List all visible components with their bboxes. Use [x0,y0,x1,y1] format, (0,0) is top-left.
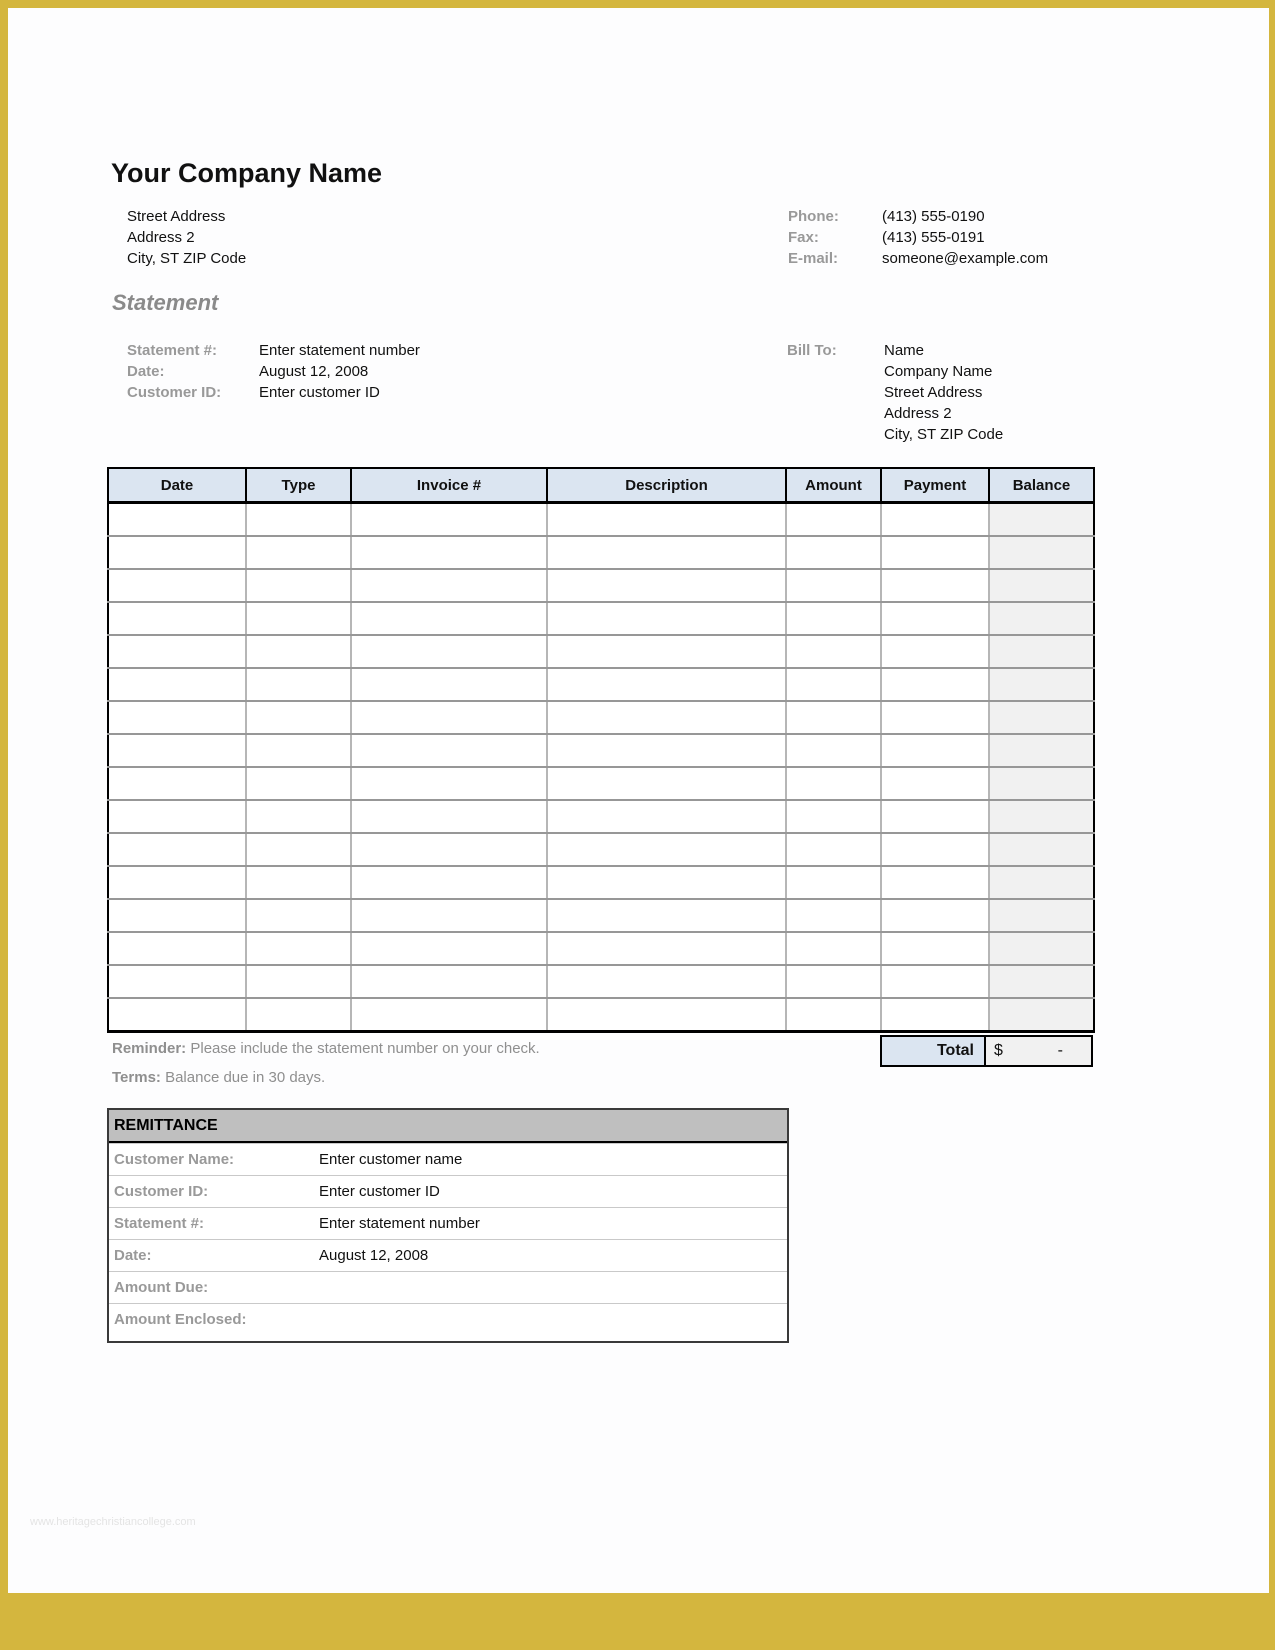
empty-cell-payment[interactable] [881,932,989,965]
empty-cell-type[interactable] [246,965,351,998]
empty-cell-date[interactable] [108,536,246,569]
empty-statement-row [108,932,1094,965]
total-amount: - [1057,1042,1063,1059]
empty-cell-payment[interactable] [881,701,989,734]
empty-cell-date[interactable] [108,635,246,668]
email-label: E-mail: [788,250,839,267]
empty-cell-invoice-[interactable] [351,767,547,800]
remittance-section [107,1108,789,1343]
empty-cell-date[interactable] [108,569,246,602]
empty-statement-row [108,602,1094,635]
column-header-payment: Payment [881,468,989,503]
empty-cell-date[interactable] [108,932,246,965]
empty-cell-type[interactable] [246,998,351,1032]
empty-cell-date[interactable] [108,866,246,899]
empty-cell-amount[interactable] [786,602,881,635]
empty-cell-payment[interactable] [881,635,989,668]
empty-cell-type[interactable] [246,734,351,767]
empty-cell-type[interactable] [246,767,351,800]
remittance-amount-due-row [109,1271,787,1303]
phone-value: (413) 555-0190 [882,208,985,225]
empty-statement-row [108,668,1094,701]
phone-row [788,206,1048,227]
empty-cell-type[interactable] [246,635,351,668]
empty-cell-balance[interactable] [989,998,1094,1032]
empty-cell-payment[interactable] [881,998,989,1032]
column-header-description: Description [547,468,786,503]
empty-cell-payment[interactable] [881,800,989,833]
empty-cell-balance[interactable] [989,932,1094,965]
empty-cell-description[interactable] [547,536,786,569]
email-row [788,248,1048,269]
empty-statement-row [108,701,1094,734]
empty-cell-description[interactable] [547,701,786,734]
empty-cell-amount[interactable] [786,833,881,866]
empty-cell-payment[interactable] [881,734,989,767]
company-address-line: Street Address [127,208,226,225]
remittance-customer-name-field[interactable]: Enter customer name [319,1151,463,1168]
empty-cell-balance[interactable] [989,536,1094,569]
empty-cell-amount[interactable] [786,536,881,569]
empty-cell-type[interactable] [246,932,351,965]
empty-cell-payment[interactable] [881,767,989,800]
statement-date-label: Date: [127,363,165,380]
statement-date-row [127,361,420,382]
statement-info-block [127,340,420,403]
phone-label: Phone: [788,208,839,225]
remittance-date-field[interactable]: August 12, 2008 [319,1247,429,1264]
reminder-text: Please include the statement number on your check. [186,1040,540,1057]
statement-table-body [108,503,1094,1032]
empty-cell-type[interactable] [246,503,351,537]
empty-cell-payment[interactable] [881,965,989,998]
statement-table [107,467,1095,1033]
total-row [880,1035,1093,1067]
empty-cell-amount[interactable] [786,635,881,668]
empty-cell-invoice-[interactable] [351,569,547,602]
empty-cell-balance[interactable] [989,965,1094,998]
column-header-date: Date [108,468,246,503]
empty-cell-balance[interactable] [989,734,1094,767]
empty-statement-row [108,767,1094,800]
empty-cell-balance[interactable] [989,503,1094,537]
bill-to-line[interactable]: Company Name [884,363,993,380]
empty-cell-date[interactable] [108,668,246,701]
empty-statement-row [108,569,1094,602]
empty-cell-type[interactable] [246,602,351,635]
remittance-customer-name-row [109,1143,787,1175]
empty-cell-amount[interactable] [786,569,881,602]
empty-cell-amount[interactable] [786,668,881,701]
empty-cell-amount[interactable] [786,965,881,998]
empty-cell-balance[interactable] [989,602,1094,635]
remittance-amount-enclosed-label: Amount Enclosed: [114,1311,247,1328]
empty-statement-row [108,866,1094,899]
empty-cell-invoice-[interactable] [351,503,547,537]
empty-cell-date[interactable] [108,800,246,833]
total-value-cell[interactable] [986,1035,1093,1067]
empty-cell-invoice-[interactable] [351,899,547,932]
bill-to-line[interactable]: City, ST ZIP Code [884,426,1004,443]
empty-cell-payment[interactable] [881,866,989,899]
empty-statement-row [108,965,1094,998]
empty-cell-balance[interactable] [989,833,1094,866]
empty-cell-date[interactable] [108,965,246,998]
bill-to-label: Bill To: [787,342,837,359]
empty-cell-balance[interactable] [989,866,1094,899]
contact-block [788,206,1048,269]
empty-cell-amount[interactable] [786,800,881,833]
remittance-statement-number-label: Statement #: [114,1215,205,1232]
customer-id-label: Customer ID: [127,384,222,401]
empty-cell-balance[interactable] [989,767,1094,800]
empty-cell-date[interactable] [108,602,246,635]
empty-cell-amount[interactable] [786,998,881,1032]
empty-cell-payment[interactable] [881,899,989,932]
empty-cell-balance[interactable] [989,635,1094,668]
fax-value: (413) 555-0191 [882,229,985,246]
empty-statement-row [108,536,1094,569]
empty-cell-description[interactable] [547,998,786,1032]
column-header-amount: Amount [786,468,881,503]
empty-cell-description[interactable] [547,833,786,866]
empty-cell-invoice-[interactable] [351,536,547,569]
empty-cell-description[interactable] [547,503,786,537]
remittance-date-row [109,1239,787,1271]
empty-statement-row [108,635,1094,668]
reminder-note [112,1040,540,1057]
empty-cell-amount[interactable] [786,932,881,965]
remittance-date-label: Date: [114,1247,152,1264]
empty-cell-amount[interactable] [786,899,881,932]
table-header-row [108,468,1094,503]
empty-cell-description[interactable] [547,932,786,965]
empty-cell-payment[interactable] [881,536,989,569]
empty-cell-type[interactable] [246,800,351,833]
empty-cell-date[interactable] [108,767,246,800]
empty-cell-type[interactable] [246,668,351,701]
column-header-balance: Balance [989,468,1094,503]
empty-cell-date[interactable] [108,734,246,767]
total-label: Total [880,1035,986,1067]
empty-cell-balance[interactable] [989,569,1094,602]
empty-cell-payment[interactable] [881,602,989,635]
fax-label: Fax: [788,229,819,246]
empty-cell-payment[interactable] [881,668,989,701]
terms-text: Balance due in 30 days. [160,1069,326,1086]
empty-cell-description[interactable] [547,767,786,800]
empty-cell-description[interactable] [547,899,786,932]
empty-cell-type[interactable] [246,866,351,899]
statement-number-row [127,340,420,361]
empty-cell-invoice-[interactable] [351,701,547,734]
empty-cell-description[interactable] [547,866,786,899]
empty-cell-amount[interactable] [786,701,881,734]
column-header-type: Type [246,468,351,503]
statement-number-field[interactable]: Enter statement number [259,342,420,359]
empty-cell-balance[interactable] [989,668,1094,701]
empty-cell-payment[interactable] [881,503,989,537]
empty-cell-description[interactable] [547,668,786,701]
empty-cell-amount[interactable] [786,767,881,800]
empty-cell-description[interactable] [547,734,786,767]
empty-cell-date[interactable] [108,503,246,537]
empty-cell-date[interactable] [108,833,246,866]
remittance-statement-number-row [109,1207,787,1239]
empty-cell-type[interactable] [246,899,351,932]
empty-cell-invoice-[interactable] [351,866,547,899]
empty-statement-row [108,998,1094,1032]
statement-number-label: Statement #: [127,342,218,359]
empty-cell-amount[interactable] [786,866,881,899]
fax-row [788,227,1048,248]
empty-cell-invoice-[interactable] [351,932,547,965]
empty-cell-date[interactable] [108,998,246,1032]
empty-cell-invoice-[interactable] [351,602,547,635]
statement-date-field[interactable]: August 12, 2008 [259,363,369,380]
bill-to-line[interactable]: Address 2 [884,405,952,422]
terms-note [112,1069,325,1086]
empty-cell-invoice-[interactable] [351,965,547,998]
bill-to-block [787,340,1003,445]
empty-cell-balance[interactable] [989,800,1094,833]
empty-cell-invoice-[interactable] [351,800,547,833]
empty-cell-type[interactable] [246,701,351,734]
remittance-customer-id-row [109,1175,787,1207]
empty-statement-row [108,734,1094,767]
remittance-amount-enclosed-row [109,1303,787,1335]
empty-cell-balance[interactable] [989,899,1094,932]
empty-cell-amount[interactable] [786,503,881,537]
reminder-label: Reminder: [112,1040,187,1057]
company-address-line: City, ST ZIP Code [127,250,247,267]
empty-cell-invoice-[interactable] [351,734,547,767]
empty-cell-payment[interactable] [881,569,989,602]
empty-cell-date[interactable] [108,701,246,734]
remittance-customer-id-field[interactable]: Enter customer ID [319,1183,440,1200]
empty-cell-description[interactable] [547,800,786,833]
empty-cell-invoice-[interactable] [351,998,547,1032]
empty-cell-description[interactable] [547,965,786,998]
empty-cell-invoice-[interactable] [351,668,547,701]
company-address-line: Address 2 [127,229,195,246]
remittance-customer-id-label: Customer ID: [114,1183,209,1200]
company-address [127,206,246,269]
empty-cell-amount[interactable] [786,734,881,767]
empty-cell-balance[interactable] [989,701,1094,734]
company-name: Your Company Name [111,158,383,188]
empty-statement-row [108,800,1094,833]
bill-to-line[interactable]: Street Address [884,384,983,401]
customer-id-row [127,382,420,403]
empty-cell-type[interactable] [246,833,351,866]
bill-to-lines [884,340,1003,445]
empty-statement-row [108,833,1094,866]
empty-cell-invoice-[interactable] [351,833,547,866]
customer-id-field[interactable]: Enter customer ID [259,384,380,401]
email-value: someone@example.com [882,250,1049,267]
column-header-invoice: Invoice # [351,468,547,503]
bill-to-line[interactable]: Name [884,342,925,359]
remittance-amount-due-label: Amount Due: [114,1279,209,1296]
remittance-statement-number-field[interactable]: Enter statement number [319,1215,480,1232]
empty-statement-row [108,503,1094,537]
empty-cell-type[interactable] [246,569,351,602]
watermark-text: www.heritagechristiancollege.com [30,1516,196,1528]
empty-cell-description[interactable] [547,635,786,668]
empty-cell-description[interactable] [547,569,786,602]
empty-cell-type[interactable] [246,536,351,569]
empty-cell-invoice-[interactable] [351,635,547,668]
remittance-customer-name-label: Customer Name: [114,1151,235,1168]
empty-cell-description[interactable] [547,602,786,635]
total-currency-symbol: $ [994,1042,1003,1059]
statement-title: Statement [112,290,219,315]
empty-statement-row [108,899,1094,932]
empty-cell-payment[interactable] [881,833,989,866]
remittance-title: REMITTANCE [109,1110,787,1143]
empty-cell-date[interactable] [108,899,246,932]
terms-label: Terms: [112,1069,161,1086]
